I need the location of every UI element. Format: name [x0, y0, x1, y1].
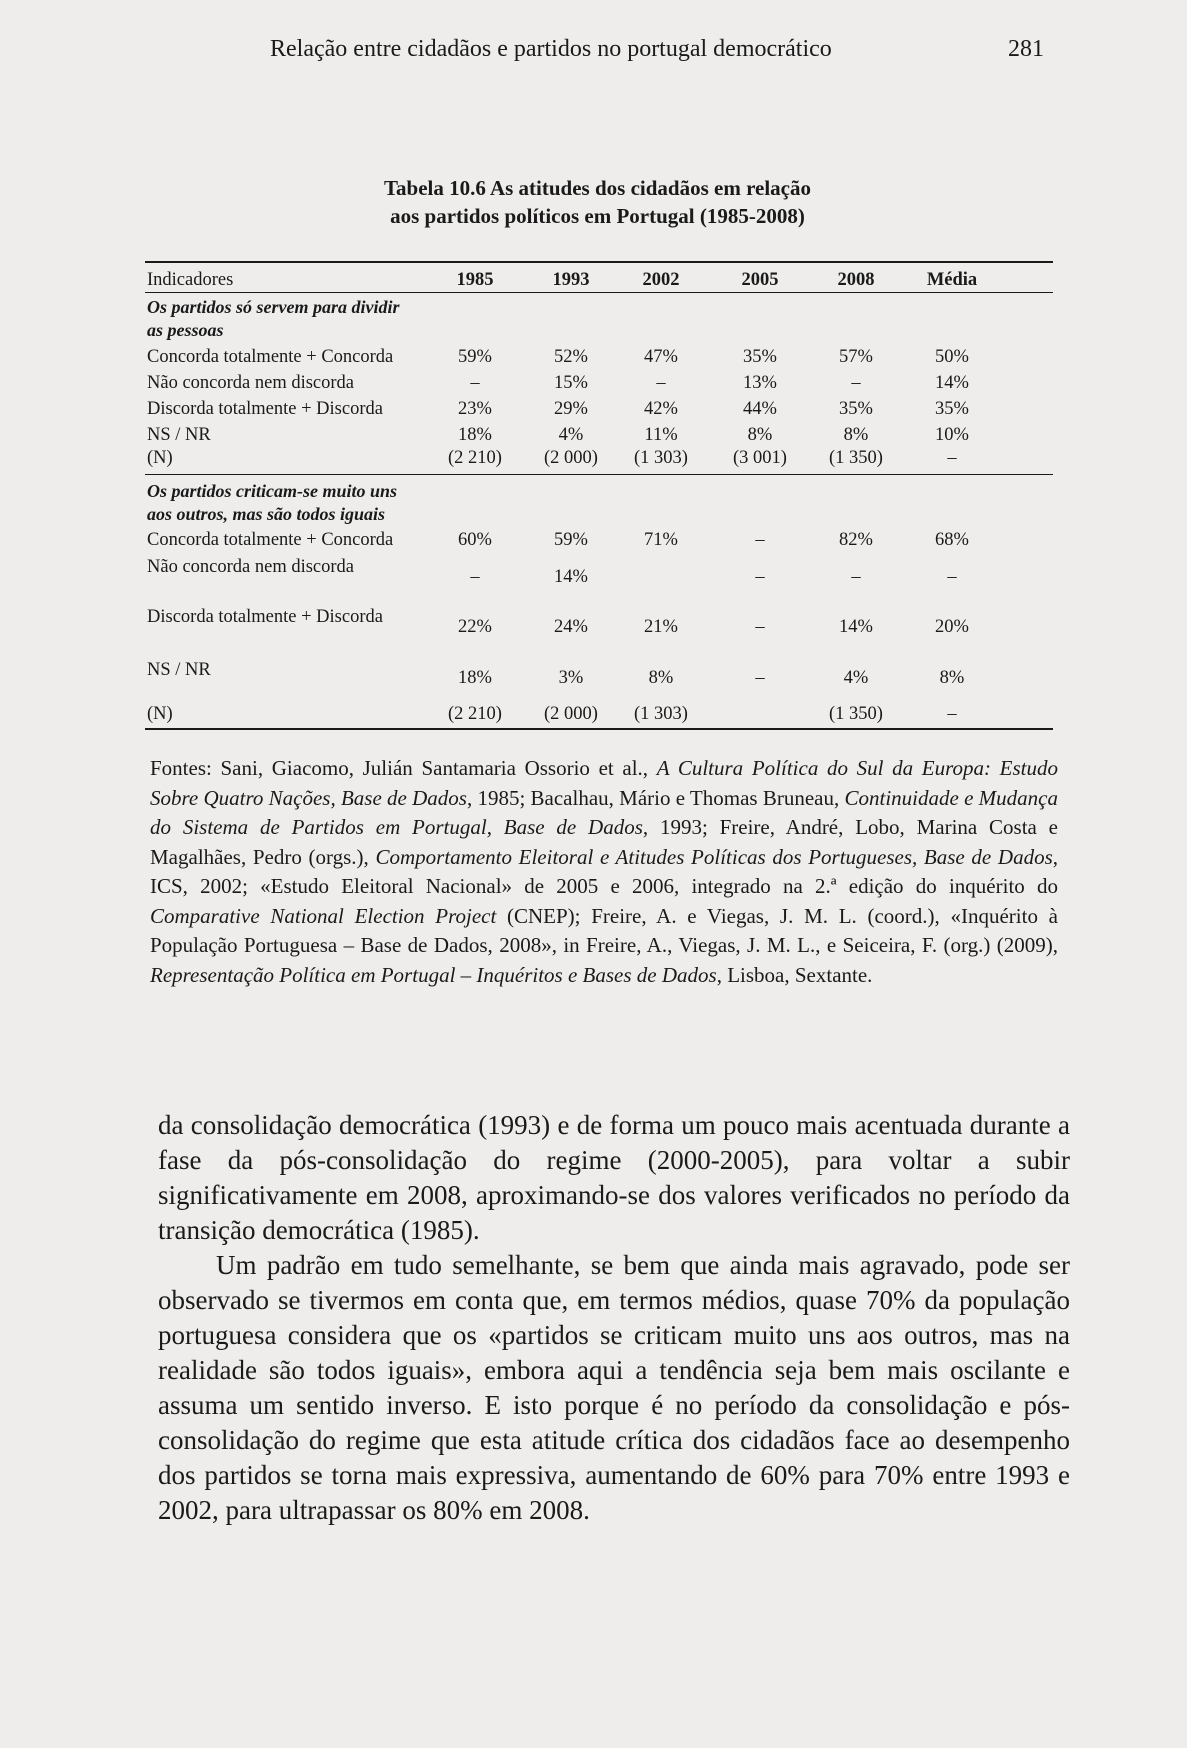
table-cell: 20%: [935, 617, 969, 637]
sources-italic-title: Comportamento Eleitoral e Atitudes Políticas dos Portugueses, Base de Dados: [375, 844, 1053, 869]
table-cell: 21%: [644, 617, 678, 637]
table-row-values: [145, 617, 1053, 641]
table-cell: 29%: [554, 399, 588, 419]
row-label: (N): [147, 704, 173, 724]
table-row: [145, 530, 1053, 554]
table-cell: 8%: [843, 425, 869, 445]
table-cell: 71%: [644, 530, 678, 550]
table-cell: –: [470, 373, 480, 393]
table-cell: 22%: [458, 617, 492, 637]
sources-text: , 1993; Freire, André, Lobo, Marina Costa e Magalhães, Pedro (orgs.),: [150, 815, 1059, 869]
table-cell: 57%: [839, 347, 873, 367]
table-cell: 8%: [939, 668, 965, 688]
table-title-line-2: aos partidos políticos em Portugal (1985-2008): [390, 204, 805, 228]
table-cell: 18%: [458, 668, 492, 688]
table-cell: 44%: [743, 399, 777, 419]
section-heading-line: as pessoas: [147, 320, 224, 340]
table-cell: (2 000): [544, 448, 598, 468]
table-row: [145, 448, 1053, 472]
row-label: Discorda totalmente + Discorda: [147, 399, 383, 419]
table-cell: 8%: [648, 668, 674, 688]
table-cell: (2 210): [448, 704, 502, 724]
table-top-rule: [145, 261, 1053, 263]
column-header-indicadores: Indicadores: [147, 270, 234, 290]
table-cell: –: [947, 567, 957, 587]
table-cell: (1 303): [634, 704, 688, 724]
table-cell: 3%: [558, 668, 584, 688]
table-cell: –: [755, 530, 765, 550]
row-label: (N): [147, 448, 173, 468]
sources-italic-title: Representação Política em Portugal – Inquéritos e Bases de Dados: [150, 962, 717, 987]
column-header-media: Média: [926, 270, 978, 290]
column-header-1993: 1993: [552, 270, 590, 290]
sources-italic-title: Comparative National Election Project: [150, 903, 497, 928]
row-label: Não concorda nem discorda: [147, 557, 355, 577]
table-cell: –: [755, 668, 765, 688]
table-cell: –: [947, 448, 957, 468]
page-number: 281: [1008, 36, 1044, 62]
table-cell: (2 210): [448, 448, 502, 468]
sources-italic-title: A Cultura Política do Sul da Europa: Estudo Sobre Quatro Nações, Base de Dados: [150, 756, 1059, 810]
table-cell: 35%: [839, 399, 873, 419]
column-header-2008: 2008: [837, 270, 875, 290]
row-label: Discorda totalmente + Discorda: [147, 607, 383, 627]
table-cell: 18%: [458, 425, 492, 445]
section-heading-line: Os partidos só servem para dividir: [147, 297, 400, 317]
row-label: Concorda totalmente + Concorda: [147, 347, 394, 367]
section-divider-rule: [145, 474, 1053, 475]
table-row: [145, 704, 1053, 728]
table-cell: 35%: [935, 399, 969, 419]
table-cell: –: [755, 617, 765, 637]
section-heading: [147, 480, 507, 526]
table-cell: 14%: [935, 373, 969, 393]
table-cell: 10%: [935, 425, 969, 445]
table-cell: –: [947, 704, 957, 724]
table-cell: –: [755, 567, 765, 587]
table-title-line-1: Tabela 10.6 As atitudes dos cidadãos em relação: [383, 176, 812, 200]
paragraph: da consolidação democrática (1993) e de forma um pouco mais acentuada durante a fase da pós-consolidação do regime (2000-2005), para voltar a subir significativamente em 2008, aproximando-se dos valores verificados no período da transição democrática (1985).: [158, 1110, 1070, 1245]
section-heading-line: Os partidos criticam-se muito uns: [147, 481, 398, 501]
table-cell: (3 001): [733, 448, 787, 468]
table-cell: 14%: [554, 567, 588, 587]
table-cell: 47%: [644, 347, 678, 367]
table-cell: 59%: [458, 347, 492, 367]
table-cell: 14%: [839, 617, 873, 637]
row-label: NS / NR: [147, 660, 211, 680]
sources-text: Fontes: Sani, Giacomo, Julián Santamaria Ossorio et al.,: [150, 756, 657, 780]
table-cell: 50%: [935, 347, 969, 367]
table-cell: 13%: [743, 373, 777, 393]
table-cell: –: [656, 373, 666, 393]
table-row: [145, 373, 1053, 397]
table-row: [145, 347, 1053, 371]
row-label: NS / NR: [147, 425, 211, 445]
column-header-1985: 1985: [456, 270, 494, 290]
table-header-row: [145, 270, 1053, 294]
table-row-values: [145, 668, 1053, 692]
table-cell: 42%: [644, 399, 678, 419]
table-cell: 4%: [843, 668, 869, 688]
table-cell: (1 303): [634, 448, 688, 468]
column-header-2002: 2002: [642, 270, 680, 290]
table-cell: –: [470, 567, 480, 587]
table-row: [145, 399, 1053, 423]
sources-text: , 1985; Bacalhau, Mário e Thomas Bruneau,: [466, 785, 845, 810]
table-sources-note: [150, 754, 1058, 990]
table-cell: (1 350): [829, 448, 883, 468]
table-row-values: [145, 567, 1053, 591]
table-cell: 60%: [458, 530, 492, 550]
table-cell: 15%: [554, 373, 588, 393]
sources-text: (CNEP); Freire, A. e Viegas, J. M. L. (coord.), «Inquérito à População Portuguesa – Base de Dados, 2008», in Freire, A., Viegas, J. M. L., e Seiceira, F. (org.) (2009),: [150, 903, 1058, 957]
sources-text: , Lisboa, Sextante.: [716, 962, 873, 987]
row-label: Não concorda nem discorda: [147, 373, 355, 393]
table-cell: 52%: [554, 347, 588, 367]
table-cell: 59%: [554, 530, 588, 550]
sources-text: , ICS, 2002; «Estudo Eleitoral Nacional» de 2005 e 2006, integrado na 2.ª edição do inquérito do: [150, 844, 1058, 898]
table-cell: 24%: [554, 617, 588, 637]
table-title: [145, 174, 1050, 230]
table-cell: (1 350): [829, 704, 883, 724]
paragraph: Um padrão em tudo semelhante, se bem que ainda mais agravado, pode ser observado se tivermos em conta que, em termos médios, quase 70% da população portuguesa considera que os «partidos se criticam muito uns aos outros, mas na realidade são todos iguais», embora aqui a tendência seja bem mais oscilante e assuma um sentido inverso. E isto porque é no período da consolidação e pós-consolidação do regime que esta atitude crítica dos cidadãos face ao desempenho dos partidos se torna mais expressiva, aumentando de 60% para 70% entre 1993 e 2002, para ultrapassar os 80% em 2008.: [158, 1250, 1070, 1525]
body-text: [158, 1108, 1070, 1528]
sources-italic-title: Continuidade e Mudança do Sistema de Partidos em Portugal, Base de Dados: [150, 785, 1058, 839]
table-row: [145, 425, 1053, 449]
table-bottom-rule: [145, 728, 1053, 730]
table-cell: 68%: [935, 530, 969, 550]
section-heading: [147, 296, 507, 342]
running-title: Relação entre cidadãos e partidos no portugal democrático: [270, 36, 832, 62]
table-cell: 11%: [644, 425, 678, 445]
table-cell: –: [851, 373, 861, 393]
table-cell: (2 000): [544, 704, 598, 724]
table-cell: 23%: [458, 399, 492, 419]
table-cell: 4%: [558, 425, 584, 445]
table-cell: 35%: [743, 347, 777, 367]
column-header-2005: 2005: [741, 270, 779, 290]
table-cell: 8%: [747, 425, 773, 445]
row-label: Concorda totalmente + Concorda: [147, 530, 394, 550]
table-cell: 82%: [839, 530, 873, 550]
section-heading-line: aos outros, mas são todos iguais: [147, 504, 386, 524]
table-cell: –: [851, 567, 861, 587]
